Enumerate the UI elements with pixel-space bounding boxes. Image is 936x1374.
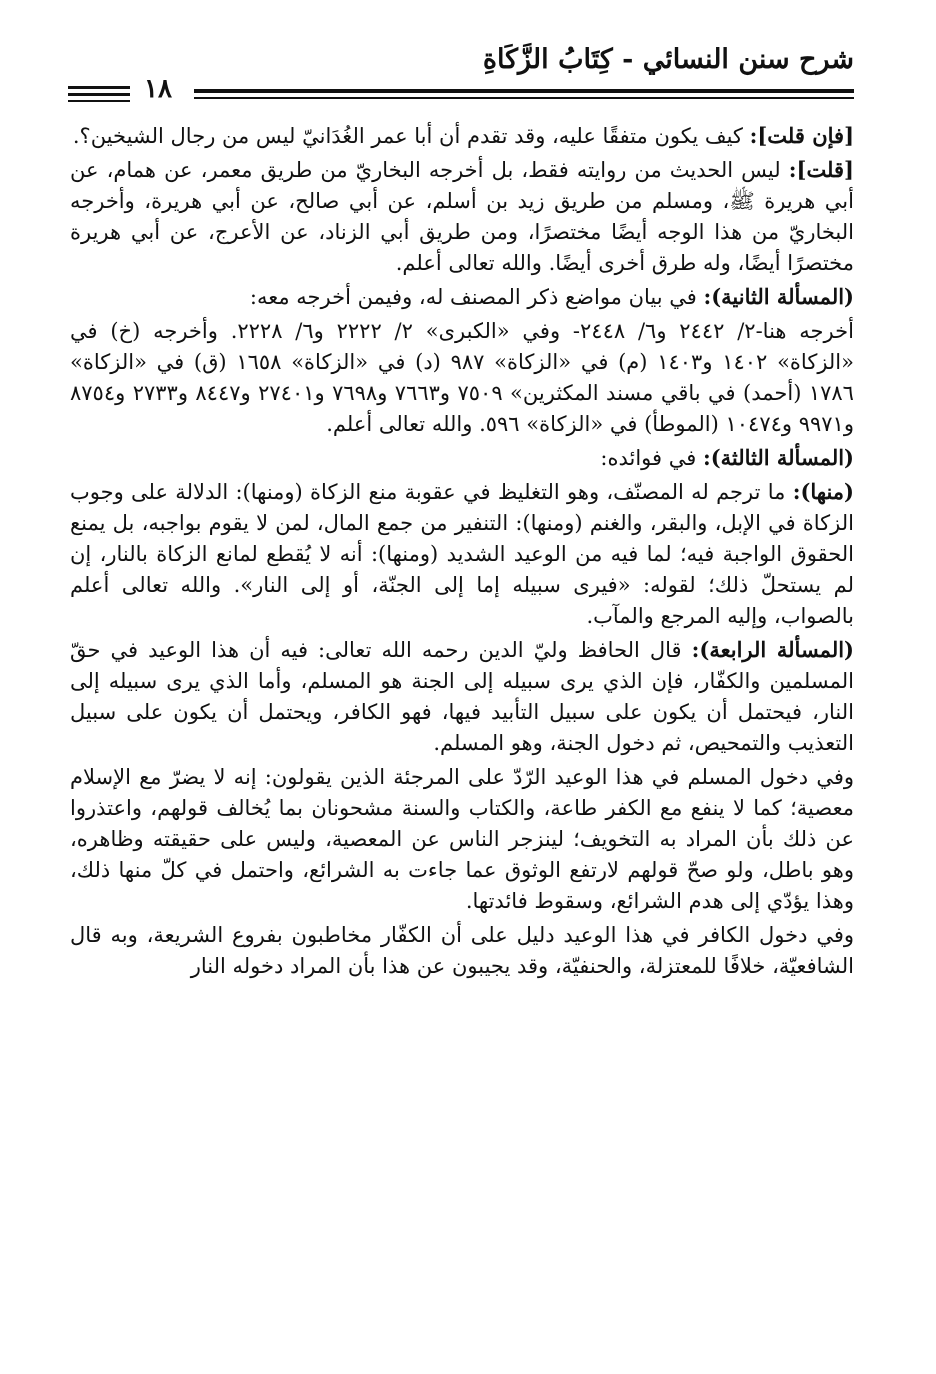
paragraph [70,281,854,313]
page-header [68,40,854,110]
paragraph-text: ما ترجم له المصنّف، وهو التغليظ في عقوبة منع الزكاة (ومنها): الدلالة على وجوب الزكاة في الإبل، والبقر، والغنم (ومنها): التنفير من جمع المال، لمن لا يقوم بواجبه، بل يمنع الحقوق الواجبة فيه؛ لما فيه من الوعيد الشديد (ومنها): أنه لا يُقطع لمانع الزكاة بالنار، إن لم يستحلّ ذلك؛ لقوله: «فيرى سبيله إما إلى الجنّة، أو إلى النار». والله تعالى أعلم بالصواب، وإليه المرجع والمآب. [70,480,854,628]
paragraph [70,315,854,440]
paragraph-label: (منها): [792,479,854,504]
paragraph-label: (المسألة الرابعة): [691,637,854,662]
paragraph [70,761,854,917]
running-title: شرح سنن النسائي - كِتَابُ الزَّكَاةِ [482,44,854,75]
paragraph [70,476,854,632]
paragraph [70,634,854,759]
paragraph-text: أخرجه هنا-٢/ ٢٤٤٢ و٦/ ٢٤٤٨- وفي «الكبرى» ٢/ ٢٢٢٢ و٦/ ٢٢٢٨. وأخرجه (خ) في «الزكاة» ١٤٠٢ و١٤٠٣ (م) في «الزكاة» ٩٨٧ (د) في «الزكاة» ١٦٥٨ (ق) في «الزكاة» ١٧٨٦ (أحمد) في باقي مسند المكثرين» ٧٥٠٩ و٧٦٦٣ و٧٦٩٨ و٢٧٤٠١ و٨٤٤٧ و٢٧٣٣ و٨٧٥٤ و٩٩٧١ و١٠٤٧٤ (الموطأ) في «الزكاة» ٥٩٦. والله تعالى أعلم. [70,319,854,436]
page-number-ornament-bar [68,93,130,96]
paragraph [70,120,854,152]
paragraph-text: وفي دخول المسلم في هذا الوعيد الرّدّ على المرجئة الذين يقولون: إنه لا يضرّ مع الإسلام معصية؛ كما لا ينفع مع الكفر طاعة، والكتاب والسنة مشحونان بما يُخالف قولهم، واعتذروا عن ذلك بأن المراد به التخويف؛ لينزجر الناس عن المعصية، وليس على حقيقته وظاهره، وهو باطل، ولو صحّ قولهم لارتفع الوثوق عما جاءت به الشرائع، واحتمل في كلّ منها ذلك، وهذا يؤدّي إلى هدم الشرائع، وسقوط فائدتها. [70,765,854,913]
paragraph-text: في بيان مواضع ذكر المصنف له، وفيمن أخرجه معه: [249,285,704,309]
paragraph-label: (المسألة الثالثة): [702,445,854,470]
page-number-ornament-bar [68,86,130,89]
paragraph [70,154,854,279]
paragraph-text: قال الحافظ وليّ الدين رحمه الله تعالى: فيه أن هذا الوعيد في حقّ المسلمين والكفّار، فإن الذي يرى سبيله إلى الجنة هو المسلم، وأما الذي يرى سبيله إلى النار، فيحتمل أن يكون على سبيل التأبيد فيها، فهو الكافر، ويحتمل أن يكون على سبيل التعذيب والتمحيص، ثم دخول الجنة، وهو المسلم. [70,638,854,755]
paragraph-label: (المسألة الثانية): [703,284,854,309]
paragraph-label: [قلت]: [788,157,854,182]
paragraph-text: وفي دخول الكافر في هذا الوعيد دليل على أن الكفّار مخاطبون بفروع الشريعة، وبه قال الشافعيّة، خلافًا للمعتزلة، والحنفيّة، وقد يجيبون عن هذا بأن المراد دخوله النار [70,923,854,978]
paragraph-label: [فإن قلت]: [749,123,854,148]
page-body [70,120,854,984]
paragraph [70,442,854,474]
paragraph-text: في فوائده: [600,446,703,470]
page-number: ١٨ [144,74,172,104]
paragraph-text: كيف يكون متفقًا عليه، وقد تقدم أن أبا عمر الغُدَانيّ ليس من رجال الشيخين؟. [72,124,750,148]
page-number-ornament-bar [68,100,130,102]
paragraph [70,919,854,982]
paragraph-text: ليس الحديث من روايته فقط، بل أخرجه البخاريّ من طريق معمر، عن همام، عن أبي هريرة ﷺ، ومسلم من طريق زيد بن أسلم، عن أبي صالح، عن أبي هريرة، وأخرجه البخاريّ من هذا الوجه أيضًا مختصرًا، ومن طريق أبي الزناد، عن الأعرج، عن أبي هريرة مختصرًا أيضًا، وله طرق أخرى أيضًا. والله تعالى أعلم. [70,158,854,275]
